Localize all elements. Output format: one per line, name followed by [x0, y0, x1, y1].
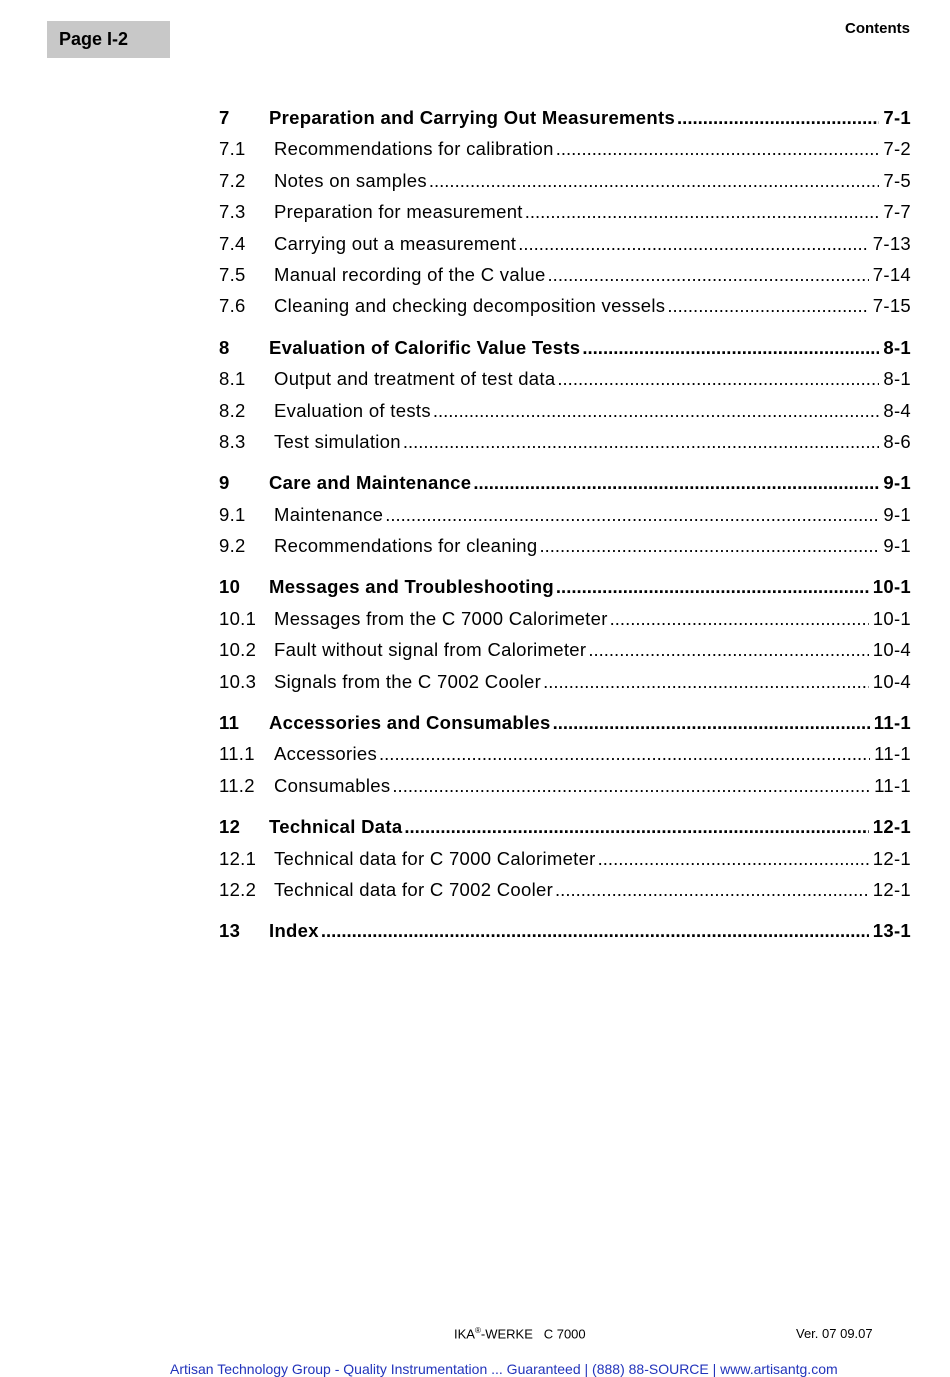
toc-entry-page: 13-1 — [872, 920, 911, 942]
toc-entry-title: Cleaning and checking decomposition vessels — [274, 295, 666, 317]
toc-entry-number: 9.2 — [219, 535, 246, 557]
toc-entry-page: 9-1 — [883, 472, 911, 494]
toc-entry-title: Accessories — [274, 743, 378, 765]
toc-chapter-group — [219, 576, 911, 702]
footer-model: C 7000 — [543, 1326, 586, 1342]
toc-chapter-entry[interactable] — [219, 712, 911, 743]
toc-entry-number: 8.3 — [219, 430, 246, 452]
toc-entry-number: 7.4 — [219, 232, 246, 254]
toc-leader-dots — [403, 431, 880, 453]
toc-leader-dots — [667, 295, 868, 317]
toc-section-entry[interactable] — [219, 431, 911, 462]
toc-entry-title: Messages and Troubleshooting — [269, 576, 554, 598]
toc-entry-title: Technical data for C 7002 Cooler — [274, 878, 554, 900]
toc-leader-dots — [677, 107, 879, 129]
toc-section-entry[interactable] — [219, 775, 911, 806]
toc-entry-number: 9 — [219, 472, 230, 494]
toc-chapter-entry[interactable] — [219, 472, 911, 503]
toc-entry-title: Recommendations for calibration — [274, 138, 554, 160]
toc-chapter-group — [219, 337, 911, 463]
toc-entry-page: 7-7 — [883, 201, 911, 223]
toc-leader-dots — [610, 608, 869, 630]
toc-section-entry[interactable] — [219, 504, 911, 535]
toc-entry-number: 7.5 — [219, 263, 246, 285]
toc-entry-page: 9-1 — [883, 503, 911, 525]
toc-leader-dots — [392, 775, 870, 797]
toc-leader-dots — [321, 920, 869, 942]
toc-entry-number: 12 — [219, 816, 241, 838]
toc-entry-number: 11.2 — [219, 774, 255, 796]
toc-entry-page: 8-6 — [883, 430, 911, 452]
toc-entry-number: 10.3 — [219, 670, 257, 692]
toc-entry-page: 12-1 — [872, 878, 911, 900]
footer-brand-model — [454, 1326, 586, 1341]
toc-entry-title: Recommendations for cleaning — [274, 535, 538, 557]
toc-entry-page: 12-1 — [872, 816, 911, 838]
toc-entry-page: 10-1 — [872, 576, 911, 598]
page-number-badge: Page I-2 — [47, 21, 170, 58]
footer-version: Ver. 07 09.07 — [796, 1326, 873, 1341]
toc-entry-number: 11.1 — [219, 743, 255, 765]
toc-leader-dots — [548, 264, 869, 286]
toc-entry-number: 7 — [219, 107, 230, 128]
toc-entry-title: Signals from the C 7002 Cooler — [274, 670, 542, 692]
toc-entry-page: 11-1 — [873, 712, 911, 734]
toc-chapter-entry[interactable] — [219, 576, 911, 607]
toc-entry-page: 10-4 — [872, 639, 911, 661]
toc-entry-title: Technical Data — [269, 816, 403, 838]
toc-entry-page: 7-1 — [883, 107, 911, 128]
toc-entry-number: 11 — [219, 712, 240, 734]
toc-entry-title: Preparation and Carrying Out Measurements — [269, 107, 676, 128]
toc-entry-page: 7-13 — [872, 232, 911, 254]
toc-entry-title: Accessories and Consumables — [269, 712, 551, 734]
toc-section-entry[interactable] — [219, 743, 911, 774]
toc-leader-dots — [379, 743, 870, 765]
toc-leader-dots — [433, 400, 879, 422]
toc-entry-title: Technical data for C 7000 Calorimeter — [274, 847, 596, 869]
toc-section-entry[interactable] — [219, 608, 911, 639]
toc-entry-page: 8-1 — [883, 368, 911, 390]
toc-section-entry[interactable] — [219, 400, 911, 431]
toc-section-entry[interactable] — [219, 639, 911, 670]
toc-entry-title: Carrying out a measurement — [274, 232, 517, 254]
toc-chapter-entry[interactable] — [219, 920, 911, 951]
toc-entry-number: 10 — [219, 576, 241, 598]
toc-leader-dots — [473, 472, 879, 494]
toc-entry-number: 13 — [219, 920, 241, 942]
toc-entry-title: Manual recording of the C value — [274, 263, 546, 285]
toc-entry-number: 10.1 — [219, 607, 257, 629]
footer-brand-suffix: -WERKE — [480, 1326, 533, 1342]
toc-entry-number: 8 — [219, 336, 230, 358]
toc-section-entry[interactable] — [219, 170, 911, 201]
toc-chapter-group — [219, 712, 911, 806]
toc-entry-title: Index — [269, 920, 319, 942]
toc-leader-dots — [556, 576, 869, 598]
toc-leader-dots — [553, 712, 870, 734]
toc-leader-dots — [518, 233, 869, 255]
toc-entry-page: 11-1 — [874, 774, 911, 796]
toc-entry-page: 7-5 — [883, 169, 911, 191]
table-of-contents — [219, 107, 911, 962]
toc-entry-title: Output and treatment of test data — [274, 368, 556, 390]
toc-chapter-entry[interactable] — [219, 816, 911, 847]
toc-leader-dots — [429, 170, 879, 192]
toc-entry-title: Care and Maintenance — [269, 472, 472, 494]
toc-section-entry[interactable] — [219, 848, 911, 879]
toc-entry-page: 7-14 — [872, 263, 911, 285]
toc-entry-page: 7-2 — [883, 138, 911, 160]
toc-entry-page: 11-1 — [874, 743, 911, 765]
toc-entry-number: 10.2 — [219, 639, 257, 661]
toc-entry-page: 12-1 — [872, 847, 911, 869]
toc-section-entry[interactable] — [219, 264, 911, 295]
artisan-footer-link[interactable]: Artisan Technology Group - Quality Instrumentation ... Guaranteed | (888) 88-SOURCE | www.artisantg.com — [170, 1361, 838, 1377]
toc-chapter-entry[interactable] — [219, 107, 911, 138]
toc-entry-page: 8-4 — [883, 399, 911, 421]
toc-entry-title: Maintenance — [274, 503, 384, 525]
toc-entry-number: 12.2 — [219, 878, 257, 900]
section-title: Contents — [845, 20, 910, 37]
toc-section-entry[interactable] — [219, 138, 911, 169]
toc-entry-title: Consumables — [274, 774, 391, 796]
toc-entry-number: 12.1 — [219, 847, 257, 869]
toc-entry-title: Test simulation — [274, 430, 401, 452]
footer-brand: IKA — [454, 1326, 475, 1342]
toc-entry-title: Notes on samples — [274, 169, 427, 191]
toc-chapter-group — [219, 816, 911, 910]
toc-leader-dots — [539, 535, 879, 557]
toc-entry-number: 7.3 — [219, 201, 246, 223]
toc-entry-title: Preparation for measurement — [274, 201, 523, 223]
toc-leader-dots — [385, 504, 879, 526]
toc-section-entry[interactable] — [219, 295, 911, 326]
toc-leader-dots — [598, 848, 869, 870]
toc-section-entry[interactable] — [219, 368, 911, 399]
toc-entry-page: 9-1 — [883, 535, 911, 557]
toc-entry-title: Fault without signal from Calorimeter — [274, 639, 587, 661]
toc-entry-number: 8.1 — [219, 368, 246, 390]
toc-chapter-entry[interactable] — [219, 337, 911, 368]
toc-chapter-group — [219, 920, 911, 951]
toc-section-entry[interactable] — [219, 233, 911, 264]
toc-chapter-group — [219, 107, 911, 327]
registered-mark: ® — [474, 1326, 481, 1335]
toc-section-entry[interactable] — [219, 535, 911, 566]
toc-leader-dots — [588, 639, 868, 661]
toc-entry-page: 10-4 — [872, 670, 911, 692]
toc-leader-dots — [557, 368, 879, 390]
toc-entry-number: 9.1 — [219, 503, 246, 525]
toc-entry-number: 7.6 — [219, 295, 246, 317]
toc-entry-page: 10-1 — [872, 607, 911, 629]
toc-leader-dots — [556, 138, 880, 160]
toc-chapter-group — [219, 472, 911, 566]
toc-section-entry[interactable] — [219, 879, 911, 910]
toc-entry-title: Evaluation of tests — [274, 399, 431, 421]
toc-leader-dots — [404, 816, 868, 838]
toc-entry-title: Messages from the C 7000 Calorimeter — [274, 607, 608, 629]
toc-entry-page: 7-15 — [872, 295, 911, 317]
toc-entry-number: 7.1 — [219, 138, 246, 160]
toc-entry-page: 8-1 — [883, 336, 911, 358]
toc-leader-dots — [582, 337, 879, 359]
toc-leader-dots — [555, 879, 869, 901]
toc-leader-dots — [543, 671, 869, 693]
toc-entry-title: Evaluation of Calorific Value Tests — [269, 336, 581, 358]
toc-leader-dots — [525, 201, 880, 223]
toc-entry-number: 8.2 — [219, 399, 246, 421]
toc-entry-number: 7.2 — [219, 169, 246, 191]
toc-section-entry[interactable] — [219, 201, 911, 232]
toc-section-entry[interactable] — [219, 671, 911, 702]
